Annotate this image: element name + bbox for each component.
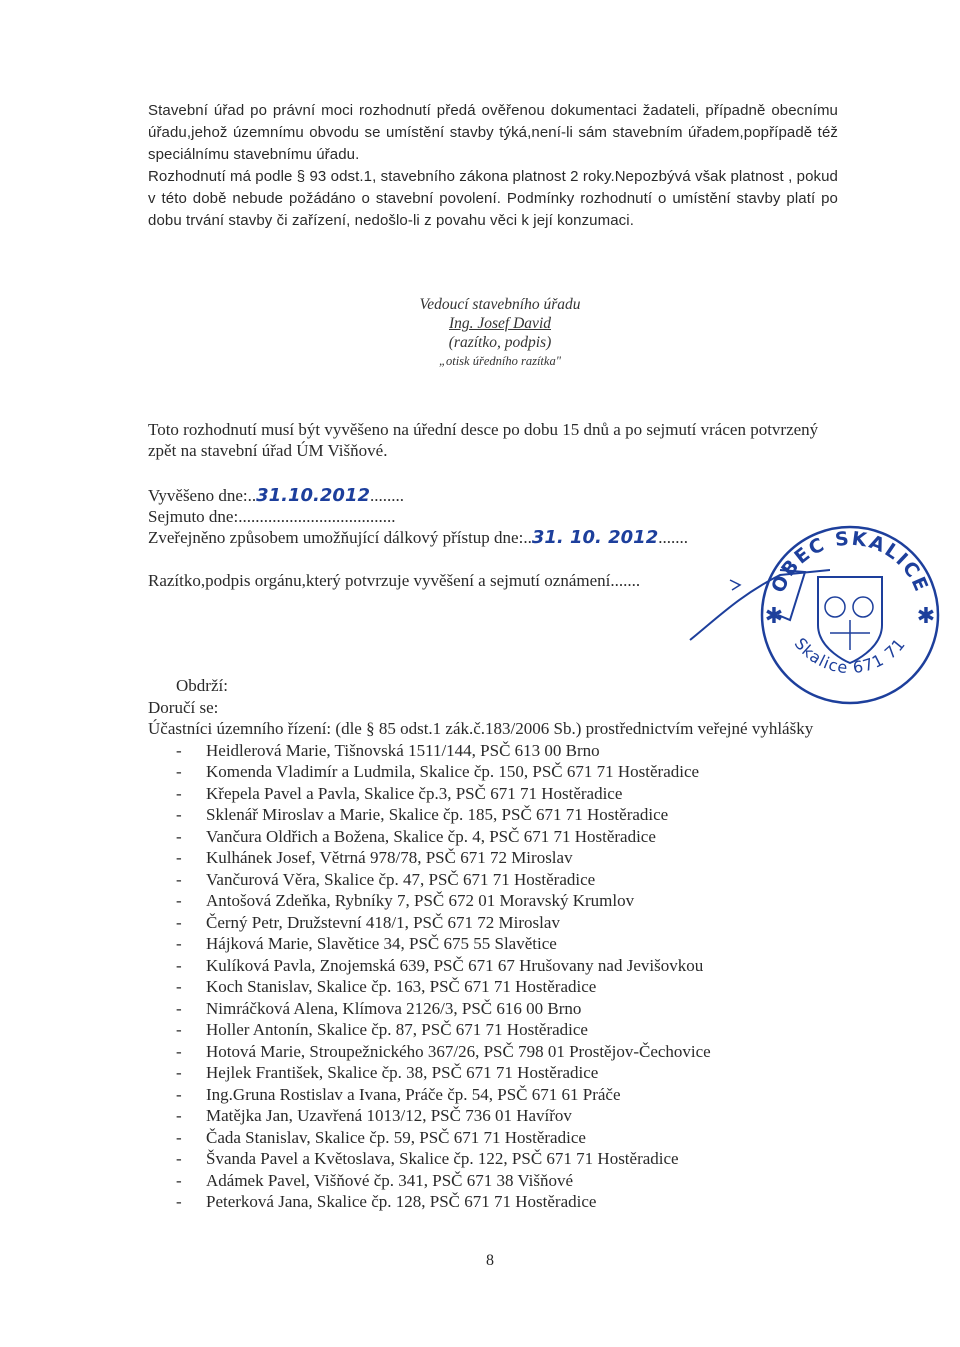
posted-line	[148, 485, 848, 506]
recipients-intro: Účastníci územního řízení: (dle § 85 odst.1 zák.č.183/2006 Sb.) prostřednictvím veřejné vyhlášky	[148, 719, 814, 738]
recipient-text: Vančura Oldřich a Božena, Skalice čp. 4, PSČ 671 71 Hostěradice	[206, 826, 656, 846]
recipient-item	[148, 933, 838, 955]
posting-notice	[148, 419, 838, 461]
doruci-label: Doručí se:	[148, 697, 219, 717]
recipient-item	[148, 1105, 838, 1127]
recipient-text: Matějka Jan, Uzavřená 1013/12, PSČ 736 01 Havířov	[206, 1106, 572, 1125]
list-dash: -	[176, 955, 182, 975]
list-dash: -	[176, 1084, 182, 1104]
recipient-item	[148, 912, 838, 934]
recipient-item	[148, 1170, 838, 1192]
recipient-text: Černý Petr, Družstevní 418/1, PSČ 671 72 Miroslav	[206, 912, 560, 932]
stamp-coat-of-arms	[818, 577, 882, 663]
list-dash: -	[176, 1170, 182, 1190]
recipient-item	[148, 847, 838, 869]
recipient-text: Kulíková Pavla, Znojemská 639, PSČ 671 67 Hrušovany nad Jevišovkou	[206, 955, 704, 975]
stamp-star-right: ✱	[916, 603, 936, 628]
signature-role: Vedoucí stavebního úřadu	[419, 296, 581, 313]
recipient-text: Hotová Marie, Stroupežnického 367/26, PSČ 798 01 Prostějov-Čechovice	[206, 1041, 711, 1061]
recipient-item	[148, 1148, 838, 1170]
recipient-text: Hájková Marie, Slavětice 34, PSČ 675 55 Slavětice	[206, 934, 557, 953]
recipient-text: Hejlek František, Skalice čp. 38, PSČ 671 71 Hostěradice	[206, 1063, 599, 1082]
recipient-item	[148, 761, 838, 783]
list-dash: -	[176, 762, 182, 781]
recipient-item	[148, 783, 838, 805]
recipients-list	[148, 740, 838, 1213]
signature-name: Ing. Josef David	[448, 315, 551, 332]
list-dash: -	[176, 805, 182, 824]
recipient-item	[148, 1019, 838, 1041]
list-dash: -	[176, 998, 182, 1018]
list-dash: -	[176, 1149, 182, 1168]
list-dash: -	[176, 1106, 182, 1125]
list-dash: -	[176, 1063, 182, 1082]
list-dash: -	[176, 826, 182, 846]
stamp-text-bottom: Skalice 671 71	[790, 634, 910, 678]
list-dash: -	[176, 869, 182, 889]
recipient-text: Heidlerová Marie, Tišnovská 1511/144, PSČ 613 00 Brno	[206, 740, 600, 760]
posted-date-handwritten: 31.10.2012	[256, 485, 370, 506]
intro-paragraph-2: Rozhodnutí má podle § 93 odst.1, stavebního zákona platnost 2 roky.Nepozbývá však platnost , pokud v této době nebude požádáno o stavební povolení. Podmínky rozhodnutí o umístění stavby platí po dobu trvání stavby či zařízení, nedošlo-li z povahu věci k její konzumaci.	[148, 168, 838, 229]
recipient-item	[148, 890, 838, 912]
posted-dots: ........	[370, 486, 404, 505]
recipient-item	[148, 955, 838, 977]
list-dash: -	[176, 977, 182, 996]
recipient-item	[148, 1127, 838, 1149]
recipient-text: Švanda Pavel a Květoslava, Skalice čp. 122, PSČ 671 71 Hostěradice	[206, 1149, 679, 1168]
list-dash: -	[176, 1020, 182, 1039]
stamp-text-top: OBEC SKALICE	[767, 527, 933, 597]
recipient-text: Sklenář Miroslav a Marie, Skalice čp. 185, PSČ 671 71 Hostěradice	[206, 805, 669, 824]
list-dash: -	[176, 1127, 182, 1147]
recipient-text: Antošová Zdeňka, Rybníky 7, PSČ 672 01 Moravský Krumlov	[206, 891, 635, 910]
signature-note: (razítko, podpis)	[448, 334, 552, 351]
list-dash: -	[176, 740, 182, 760]
dates-section	[148, 485, 848, 548]
recipient-item	[148, 976, 838, 998]
published-date-handwritten: 31. 10. 2012	[531, 527, 659, 548]
published-dots: .......	[658, 528, 688, 547]
removed-line: Sejmuto dne:.....................................	[148, 507, 396, 526]
recipient-text: Nimráčková Alena, Klímova 2126/3, PSČ 616 00 Brno	[206, 998, 582, 1018]
recipient-item	[148, 826, 838, 848]
list-dash: -	[176, 1192, 182, 1211]
recipient-text: Adámek Pavel, Višňové čp. 341, PSČ 671 38 Višňové	[206, 1170, 574, 1190]
recipients-section	[148, 675, 838, 1213]
published-label: Zveřejněno způsobem umožňující dálkový přístup dne:..	[148, 528, 532, 547]
recipient-text: Čada Stanislav, Skalice čp. 59, PSČ 671 71 Hostěradice	[206, 1127, 586, 1147]
list-dash: -	[176, 783, 182, 803]
recipient-text: Vančurová Věra, Skalice čp. 47, PSČ 671 71 Hostěradice	[206, 869, 596, 889]
signature-block	[300, 295, 700, 371]
recipient-item	[148, 1062, 838, 1084]
posted-label: Vyvěšeno dne:..	[148, 486, 257, 505]
recipient-item	[148, 1191, 838, 1213]
obdrzi-label: Obdrží:	[176, 676, 228, 695]
recipient-text: Holler Antonín, Skalice čp. 87, PSČ 671 71 Hostěradice	[206, 1020, 588, 1039]
intro-section	[148, 100, 838, 232]
page-number: 8	[486, 1252, 494, 1269]
stamp-line: Razítko,podpis orgánu,který potvrzuje vyvěšení a sejmutí oznámení.......	[148, 571, 641, 590]
list-dash: -	[176, 934, 182, 953]
intro-paragraph-1: Stavební úřad po právní moci rozhodnutí předá ověřenou dokumentaci žadateli, případně obecnímu úřadu,jehož územnímu obvodu se umístění stavby týká,není-li sám stavebním úřadem,popřípadě též speciálnímu stavebnímu úřadu.	[148, 102, 838, 163]
recipient-text: Koch Stanislav, Skalice čp. 163, PSČ 671 71 Hostěradice	[206, 977, 597, 996]
notice-text: Toto rozhodnutí musí být vyvěšeno na úřední desce po dobu 15 dnů a po sejmutí vrácen potvrzený zpět na stavební úřad ÚM Višňové.	[148, 420, 819, 460]
recipient-item	[148, 1084, 838, 1106]
recipient-item	[148, 998, 838, 1020]
recipient-item	[148, 1041, 838, 1063]
recipient-text: Křepela Pavel a Pavla, Skalice čp.3, PSČ 671 71 Hostěradice	[206, 783, 623, 803]
recipient-text: Kulhánek Josef, Větrná 978/78, PSČ 671 72 Miroslav	[206, 848, 573, 867]
published-line	[148, 527, 848, 548]
recipient-item	[148, 804, 838, 826]
stamp-star-left: ✱	[764, 603, 784, 628]
recipient-item	[148, 869, 838, 891]
stamp-note: „otisk úředního razítka"	[439, 354, 561, 368]
recipient-text: Peterková Jana, Skalice čp. 128, PSČ 671 71 Hostěradice	[206, 1192, 597, 1211]
list-dash: -	[176, 848, 182, 867]
recipient-item	[148, 740, 838, 762]
list-dash: -	[176, 1041, 182, 1061]
recipient-text: Ing.Gruna Rostislav a Ivana, Práče čp. 54, PSČ 671 61 Práče	[206, 1084, 621, 1104]
recipient-text: Komenda Vladimír a Ludmila, Skalice čp. 150, PSČ 671 71 Hostěradice	[206, 762, 700, 781]
list-dash: -	[176, 912, 182, 932]
list-dash: -	[176, 891, 182, 910]
